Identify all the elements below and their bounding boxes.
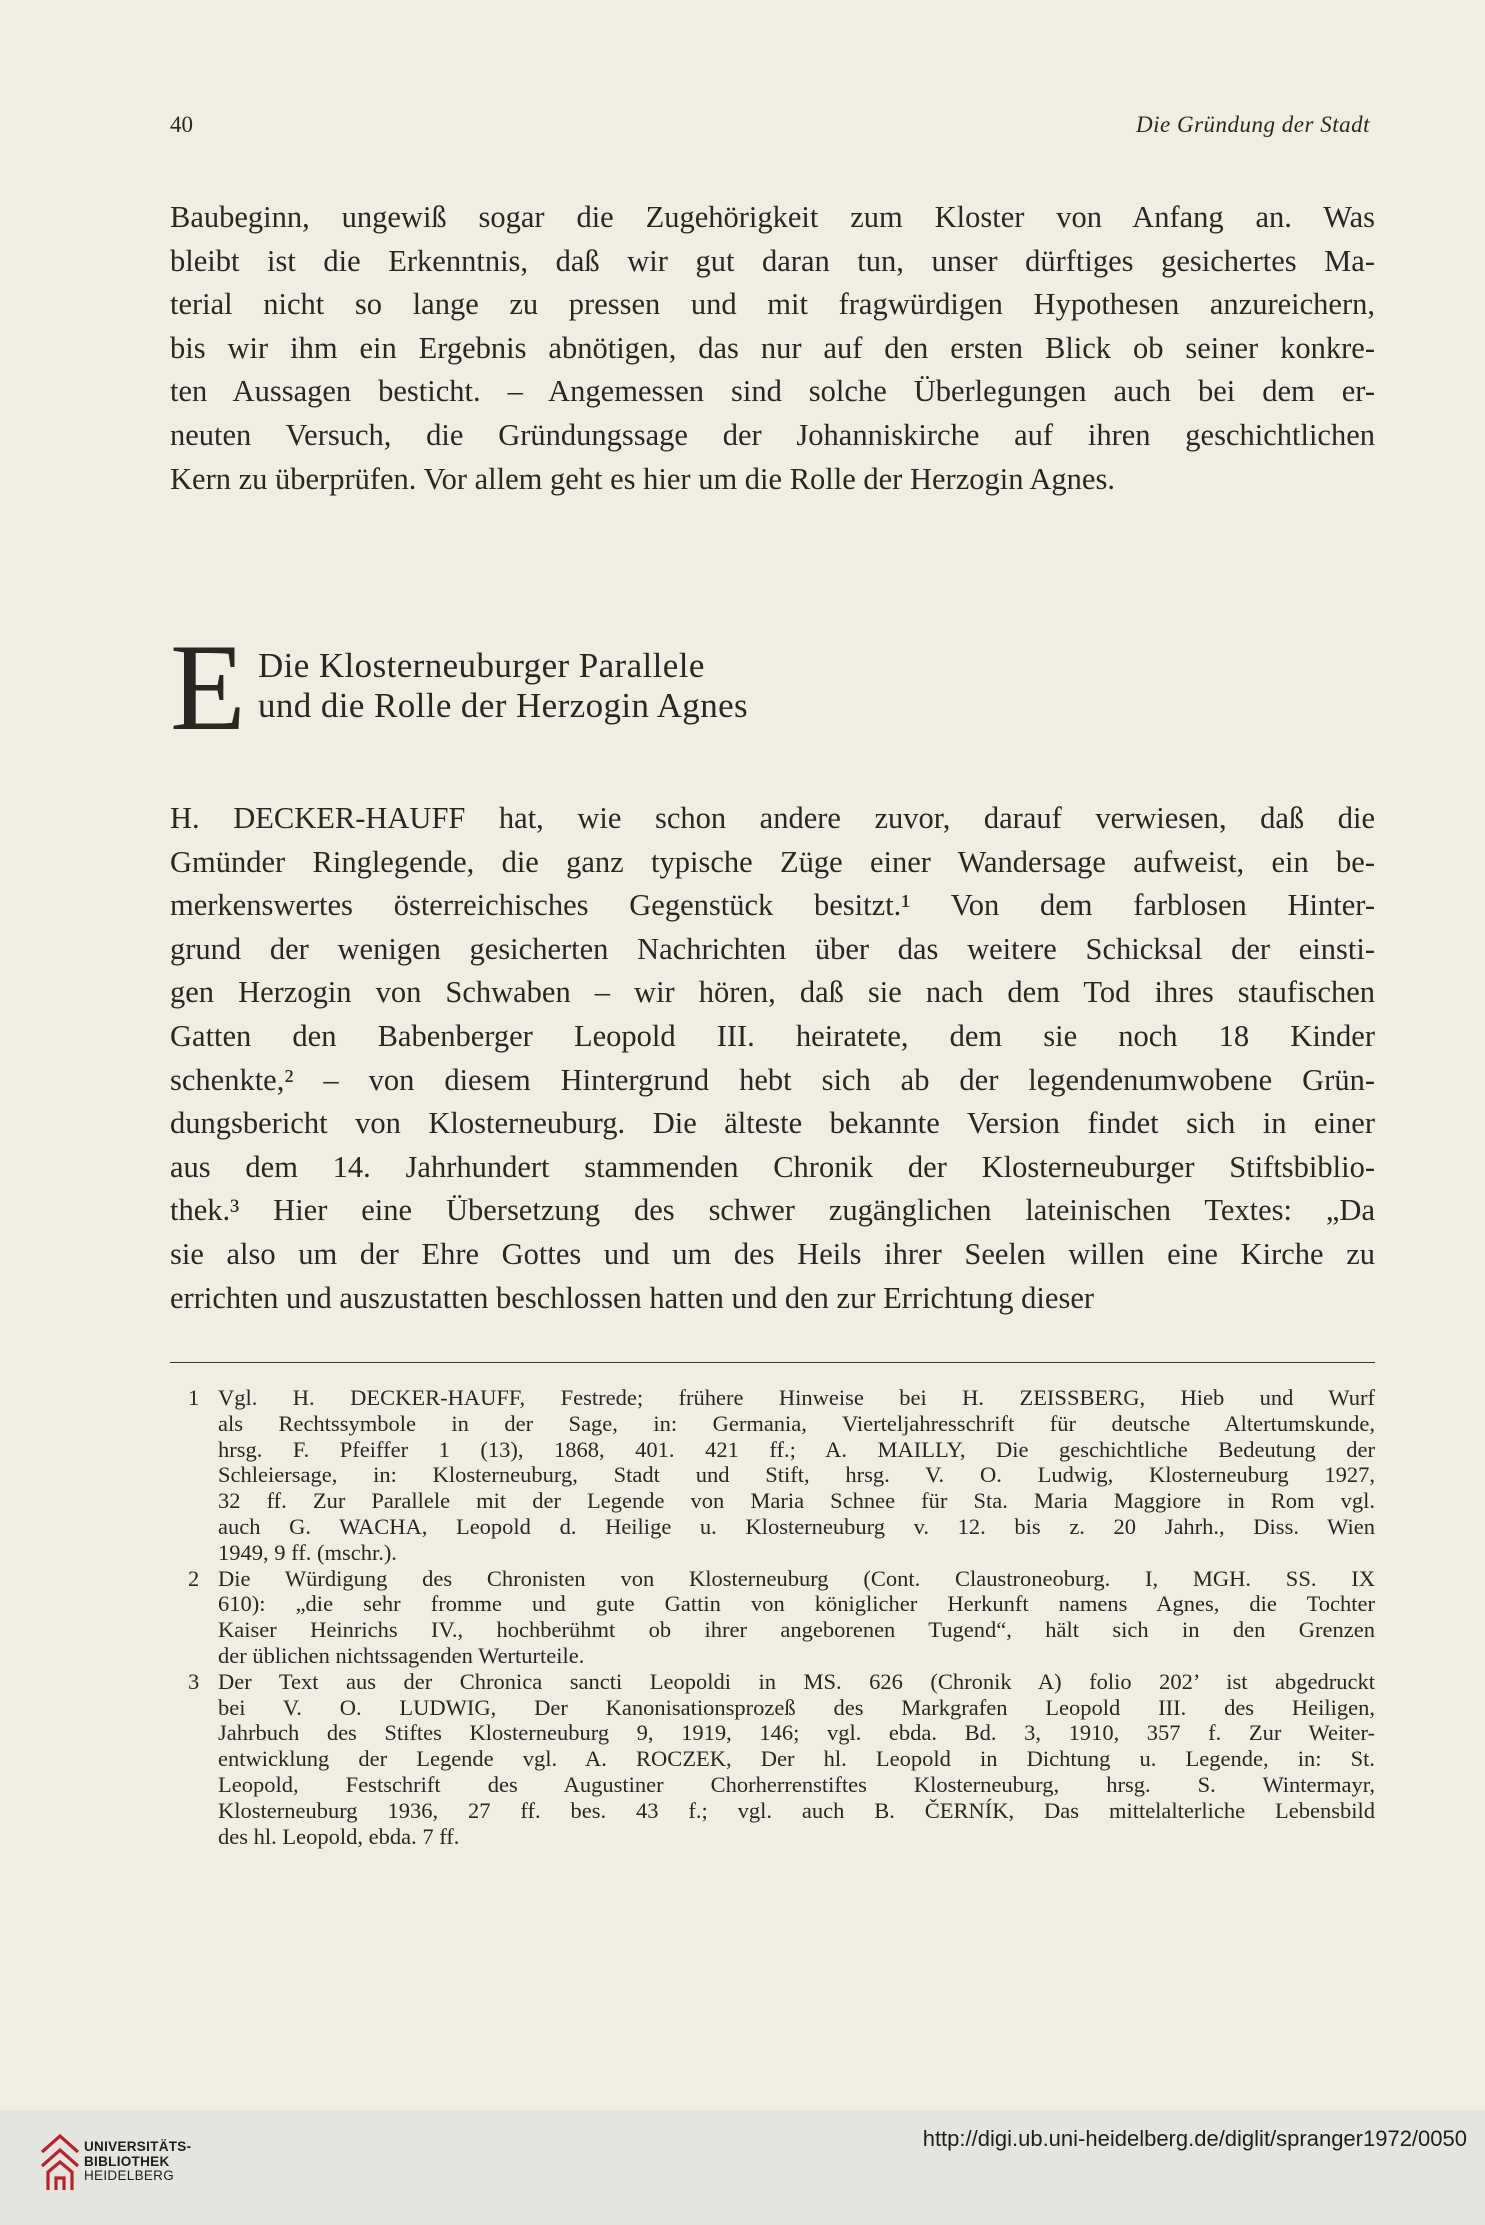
footnote-number: 1 bbox=[188, 1385, 200, 1410]
text-line: sie also um der Ehre Gottes und um des Heils ihrer Seelen willen eine Kirche zu bbox=[170, 1236, 1375, 1271]
footnote-line: des hl. Leopold, ebda. 7 ff. bbox=[218, 1823, 460, 1849]
section-heading bbox=[170, 619, 1070, 760]
running-head bbox=[170, 112, 1370, 146]
footnotes bbox=[170, 1385, 1375, 1849]
footnote-line: Der Text aus der Chronica sancti Leopoldi in MS. 626 (Chronik A) folio 202’ ist abgedruckt bbox=[218, 1668, 1375, 1694]
footnote-line: 1949, 9 ff. (mschr.). bbox=[218, 1539, 397, 1565]
text-line: schenkte,² – von diesem Hintergrund hebt sich ab der legendenumwobene Grün- bbox=[170, 1062, 1375, 1097]
text-line: errichten und auszustatten beschlossen hatten und den zur Errichtung dieser bbox=[170, 1280, 1095, 1315]
footnote-line: Jahrbuch des Stiftes Klosterneuburg 9, 1919, 146; vgl. ebda. Bd. 3, 1910, 357 f. Zur Weiter- bbox=[218, 1720, 1375, 1746]
footnote-line: Klosterneuburg 1936, 27 ff. bes. 43 f.; vgl. auch B. ČERNÍK, Das mittelalterliche Lebensbild bbox=[218, 1797, 1375, 1823]
text-line: H. DECKER-HAUFF hat, wie schon andere zuvor, darauf verwiesen, daß die bbox=[170, 801, 1375, 835]
body-paragraph-1 bbox=[170, 196, 1375, 501]
text-line: bleibt ist die Erkenntnis, daß wir gut daran tun, unser dürftiges gesichertes Ma- bbox=[170, 243, 1375, 278]
footnote bbox=[170, 1385, 1375, 1566]
text-line: bis wir ihm ein Ergebnis abnötigen, das nur auf den ersten Blick ob seiner konkre- bbox=[170, 330, 1375, 365]
page-number: 40 bbox=[170, 112, 193, 137]
footnote-line: 32 ff. Zur Parallele mit der Legende von Maria Schnee für Sta. Maria Maggiore in Rom vgl. bbox=[218, 1488, 1375, 1514]
text-line: ten Aussagen besticht. – Angemessen sind solche Überlegungen auch bei dem er- bbox=[170, 374, 1375, 409]
library-name-line-2: BIBLIOTHEK bbox=[84, 2153, 170, 2169]
text-line: thek.³ Hier eine Übersetzung des schwer zugänglichen lateinischen Textes: „Da bbox=[170, 1193, 1375, 1228]
footnote-line: als Rechtssymbole in der Sage, in: Germania, Vierteljahresschrift für deutsche Altertumskunde, bbox=[218, 1410, 1375, 1436]
library-name-line-3: HEIDELBERG bbox=[84, 2168, 175, 2183]
footnote-line: bei V. O. LUDWIG, Der Kanonisationsprozeß des Markgrafen Leopold III. des Heiligen, bbox=[218, 1694, 1375, 1720]
section-heading-line-2: und die Rolle der Herzogin Agnes bbox=[258, 686, 749, 725]
text-line: grund der wenigen gesicherten Nachrichten über das weitere Schicksal der einsti- bbox=[170, 931, 1375, 966]
library-name-line-1: UNIVERSITÄTS- bbox=[84, 2139, 192, 2154]
footnote-line: Kaiser Heinrichs IV., hochberühmt ob ihrer angeborenen Tugend“, hält sich in den Grenzen bbox=[218, 1617, 1375, 1643]
text-line: merkenswertes österreichisches Gegenstück besitzt.¹ Von dem farblosen Hinter- bbox=[170, 888, 1375, 923]
footnote-line: Vgl. H. DECKER-HAUFF, Festrede; frühere Hinweise bei H. ZEISSBERG, Hieb und Wurf bbox=[218, 1385, 1375, 1410]
text-line: aus dem 14. Jahrhundert stammenden Chronik der Klosterneuburger Stiftsbiblio- bbox=[170, 1149, 1375, 1184]
source-url-link[interactable]: http://digi.ub.uni-heidelberg.de/diglit/spranger1972/0050 bbox=[922, 2126, 1467, 2151]
footnote-number: 3 bbox=[188, 1668, 200, 1694]
text-line: dungsbericht von Klosterneuburg. Die älteste bekannte Version findet sich in einer bbox=[170, 1106, 1375, 1141]
library-logo-icon bbox=[38, 2132, 82, 2194]
footnote-line: 610): „die sehr fromme und gute Gattin von königlicher Herkunft namens Agnes, die Tochter bbox=[218, 1591, 1375, 1617]
footnote-divider bbox=[170, 1362, 1375, 1363]
footnote-line: der üblichen nichtssagenden Werturteile. bbox=[218, 1642, 585, 1668]
text-line: Gatten den Babenberger Leopold III. heiratete, dem sie noch 18 Kinder bbox=[170, 1018, 1375, 1053]
footnote bbox=[170, 1566, 1375, 1669]
text-line: gen Herzogin von Schwaben – wir hören, daß sie nach dem Tod ihres staufischen bbox=[170, 975, 1375, 1010]
text-line: Kern zu überprüfen. Vor allem geht es hier um die Rolle der Herzogin Agnes. bbox=[170, 461, 1115, 496]
text-line: Baubeginn, ungewiß sogar die Zugehörigkeit zum Kloster von Anfang an. Was bbox=[170, 200, 1375, 234]
footnote-line: Die Würdigung des Chronisten von Klosterneuburg (Cont. Claustroneoburg. I, MGH. SS. IX bbox=[218, 1565, 1375, 1591]
library-name bbox=[84, 2140, 191, 2184]
body-paragraph-2 bbox=[170, 797, 1375, 1320]
footnote-line: entwicklung der Legende vgl. A. ROCZEK, Der hl. Leopold in Dichtung u. Legende, in: St. bbox=[218, 1746, 1375, 1772]
running-title: Die Gründung der Stadt bbox=[1136, 112, 1370, 137]
footnote-line: Schleiersage, in: Klosterneuburg, Stadt und Stift, hrsg. V. O. Ludwig, Klosterneuburg 1927, bbox=[218, 1462, 1375, 1488]
footnote-line: auch G. WACHA, Leopold d. Heilige u. Klosterneuburg v. 12. bis z. 20 Jahrh., Diss. Wien bbox=[218, 1513, 1375, 1539]
footnote-number: 2 bbox=[188, 1565, 200, 1591]
section-heading-line-1: Die Klosterneuburger Parallele bbox=[258, 646, 705, 685]
text-line: terial nicht so lange zu pressen und mit fragwürdigen Hypothesen anzureichern, bbox=[170, 287, 1375, 322]
section-letter: E bbox=[170, 619, 246, 756]
footnote-line: hrsg. F. Pfeiffer 1 (13), 1868, 401. 421 ff.; A. MAILLY, Die geschichtliche Bedeutung der bbox=[218, 1436, 1375, 1462]
footnote-line: Leopold, Festschrift des Augustiner Chorherrenstiftes Klosterneuburg, hrsg. S. Wintermayr, bbox=[218, 1771, 1375, 1797]
text-line: neuten Versuch, die Gründungssage der Johanniskirche auf ihren geschichtlichen bbox=[170, 417, 1375, 452]
footnote bbox=[170, 1669, 1375, 1850]
text-line: Gmünder Ringlegende, die ganz typische Züge einer Wandersage aufweist, ein be- bbox=[170, 844, 1375, 879]
